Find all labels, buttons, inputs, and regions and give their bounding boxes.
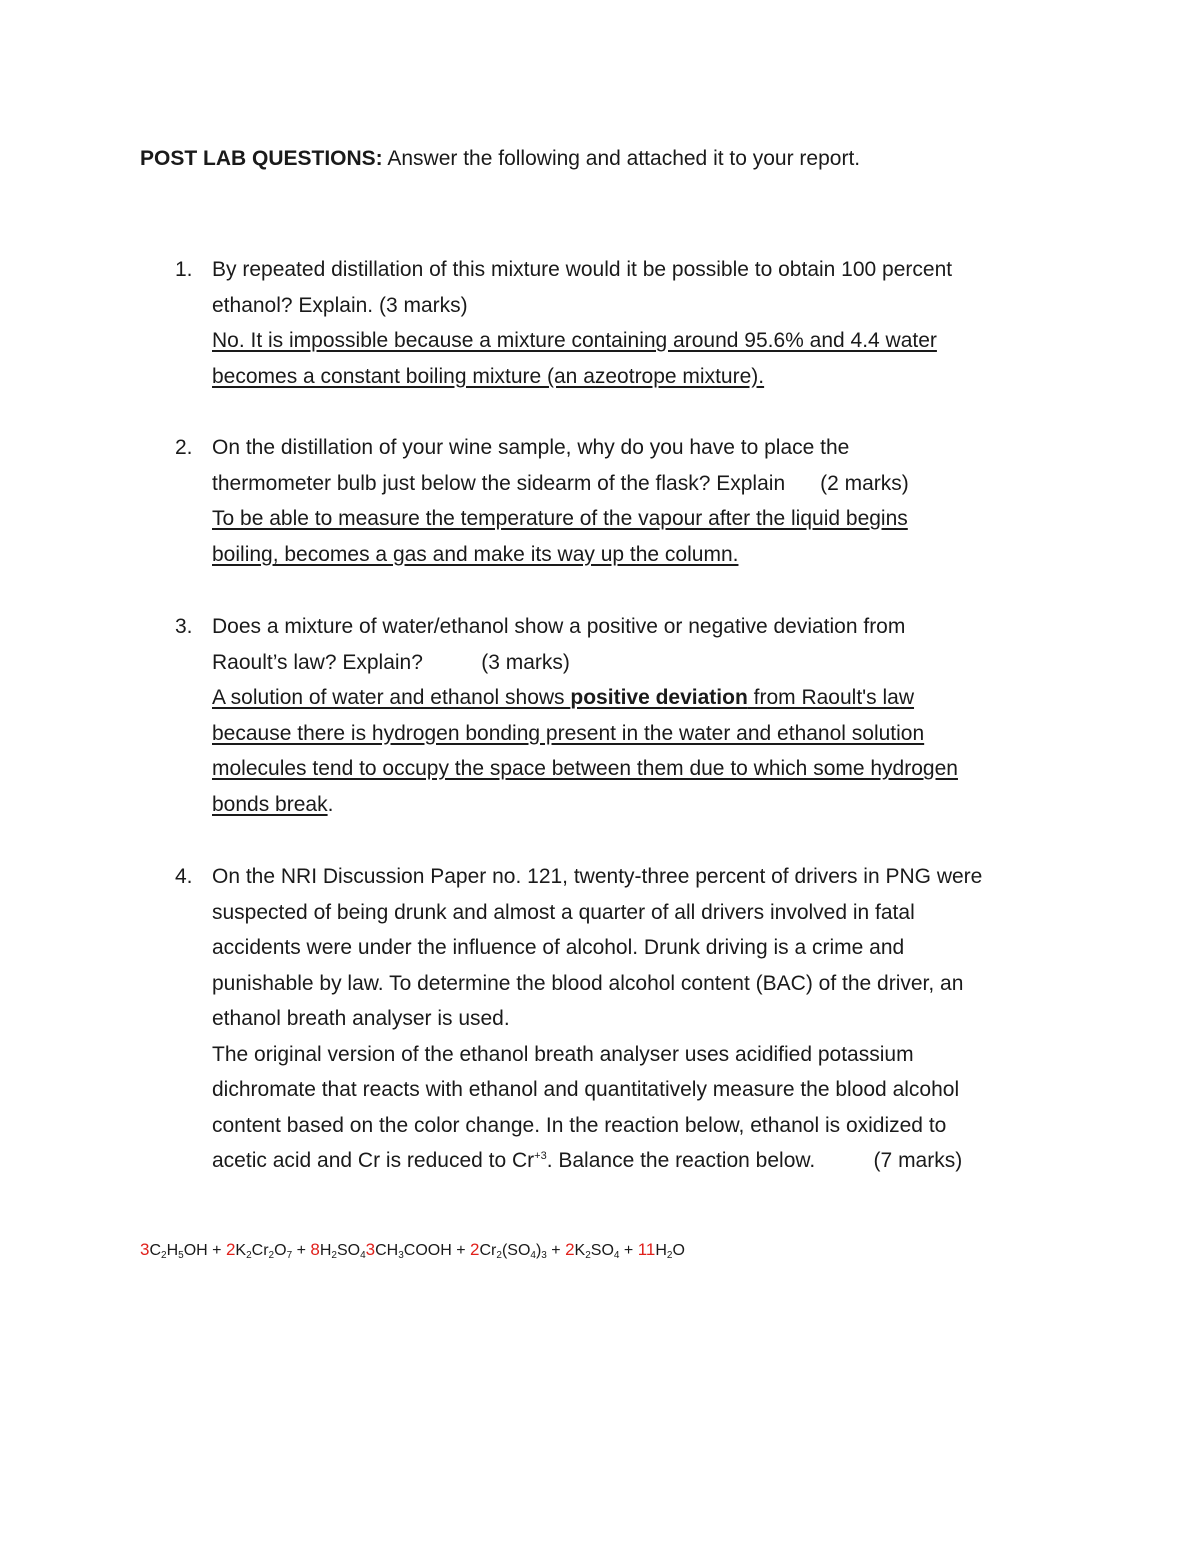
- question-body: [212, 609, 1075, 822]
- formula-text: (SO: [501, 1242, 531, 1259]
- subscript: 2: [268, 1250, 275, 1261]
- question-line: On the distillation of your wine sample, why do you have to place the: [212, 436, 850, 459]
- answer-emphasis: positive deviation: [570, 686, 748, 709]
- question-line: dichromate that reacts with ethanol and quantitatively measure the blood alcohol: [212, 1078, 960, 1101]
- question-line: content based on the color change. In the reaction below, ethanol is oxidized to: [212, 1113, 947, 1137]
- coefficient: 3: [365, 1240, 376, 1259]
- formula-text: K: [574, 1242, 586, 1259]
- answer-text: bonds break: [212, 792, 328, 816]
- answer-line: becomes a constant boiling mixture (an azeotrope mixture).: [212, 364, 765, 388]
- answer-line: [212, 787, 1075, 823]
- formula-text: +: [619, 1242, 638, 1259]
- subscript: 3: [541, 1250, 547, 1261]
- coefficient: 2: [470, 1240, 480, 1259]
- page-heading: [140, 144, 860, 174]
- subscript: 2: [161, 1250, 167, 1261]
- question-line: ethanol? Explain. (3 marks): [212, 293, 468, 317]
- question-line: Does a mixture of water/ethanol show a positive or negative deviation from: [212, 615, 906, 638]
- question-text: acetic acid and Cr is reduced to Cr: [212, 1149, 535, 1172]
- question-number: 3.: [175, 615, 193, 638]
- heading-bold: POST LAB QUESTIONS:: [140, 147, 383, 170]
- formula-text: Cr: [251, 1242, 269, 1259]
- question-line: On the NRI Discussion Paper no. 121, twenty-three percent of drivers in PNG were: [212, 865, 983, 888]
- question-body: [212, 430, 1075, 572]
- subscript: 2: [496, 1250, 502, 1261]
- formula-text: SO: [336, 1242, 361, 1259]
- formula-text: H: [319, 1242, 332, 1259]
- formula-text: Cr: [479, 1242, 497, 1259]
- answer-text: from Raoult's law: [747, 686, 915, 709]
- question-line: thermometer bulb just below the sidearm of the flask? Explain (2 marks): [212, 471, 909, 495]
- question-line: By repeated distillation of this mixture would it be possible to obtain 100 percent: [212, 258, 953, 281]
- subscript: 2: [585, 1250, 591, 1261]
- answer-line: [212, 680, 1075, 716]
- coefficient: 2: [565, 1240, 575, 1259]
- answer-line: No. It is impossible because a mixture containing around 95.6% and 4.4 water: [212, 329, 937, 352]
- formula-text: K: [235, 1242, 247, 1259]
- formula-text: +: [546, 1242, 566, 1259]
- answer-line: molecules tend to occupy the space between them due to which some hydrogen: [212, 757, 958, 780]
- subscript: 4: [360, 1250, 366, 1261]
- question-number: 4.: [175, 865, 193, 888]
- formula-text: CH: [375, 1242, 399, 1259]
- formula-text: H: [655, 1242, 667, 1259]
- formula-text: SO: [590, 1242, 614, 1259]
- charge-superscript: +3: [534, 1150, 547, 1162]
- question-number: 1.: [175, 258, 193, 281]
- coefficient: 8: [310, 1240, 320, 1259]
- question-number: 2.: [175, 436, 193, 459]
- subscript: 5: [178, 1250, 184, 1261]
- subscript: 2: [246, 1250, 252, 1261]
- question-text: . Balance the reaction below. (7 marks): [546, 1149, 963, 1172]
- coefficient: 2: [225, 1240, 236, 1259]
- answer-line: because there is hydrogen bonding present in the water and ethanol solution: [212, 721, 925, 745]
- formula-text: COOH +: [403, 1242, 471, 1259]
- subscript: 2: [331, 1250, 337, 1261]
- subscript: 2: [666, 1250, 673, 1261]
- question-line: [212, 1143, 1075, 1179]
- coefficient: 11: [637, 1240, 656, 1259]
- answer-text: A solution of water and ethanol shows: [212, 686, 571, 709]
- formula-text: OH +: [183, 1242, 226, 1259]
- subscript: 4: [530, 1250, 536, 1261]
- coefficient: 3: [140, 1240, 150, 1259]
- question-line: Raoult’s law? Explain? (3 marks): [212, 650, 570, 674]
- answer-period: .: [327, 792, 334, 816]
- question-line: The original version of the ethanol breath analyser uses acidified potassium: [212, 1042, 914, 1066]
- question-body: [212, 859, 1075, 1179]
- question-3: [175, 609, 1075, 822]
- subscript: 7: [286, 1250, 293, 1261]
- balanced-equation: [140, 1237, 685, 1264]
- formula-text: H: [166, 1242, 179, 1259]
- formula-text: C: [149, 1242, 162, 1259]
- question-body: [212, 252, 1075, 394]
- subscript: 3: [398, 1250, 404, 1261]
- answer-line: boiling, becomes a gas and make its way up the column.: [212, 542, 739, 566]
- formula-text: ): [535, 1242, 542, 1259]
- subscript: 4: [613, 1250, 620, 1261]
- question-line: ethanol breath analyser is used.: [212, 1007, 510, 1030]
- heading-rest: Answer the following and attached it to your report.: [382, 147, 861, 170]
- question-line: punishable by law. To determine the blood alcohol content (BAC) of the driver, an: [212, 971, 964, 995]
- question-1: [175, 252, 1075, 394]
- formula-text: +: [292, 1242, 311, 1259]
- question-2: [175, 430, 1075, 572]
- formula-text: O: [672, 1242, 685, 1259]
- formula-text: O: [274, 1242, 287, 1259]
- answer-line: To be able to measure the temperature of the vapour after the liquid begins: [212, 507, 908, 530]
- question-line: accidents were under the influence of alcohol. Drunk driving is a crime and: [212, 936, 905, 959]
- question-4: [175, 859, 1075, 1179]
- question-line: suspected of being drunk and almost a quarter of all drivers involved in fatal: [212, 900, 915, 924]
